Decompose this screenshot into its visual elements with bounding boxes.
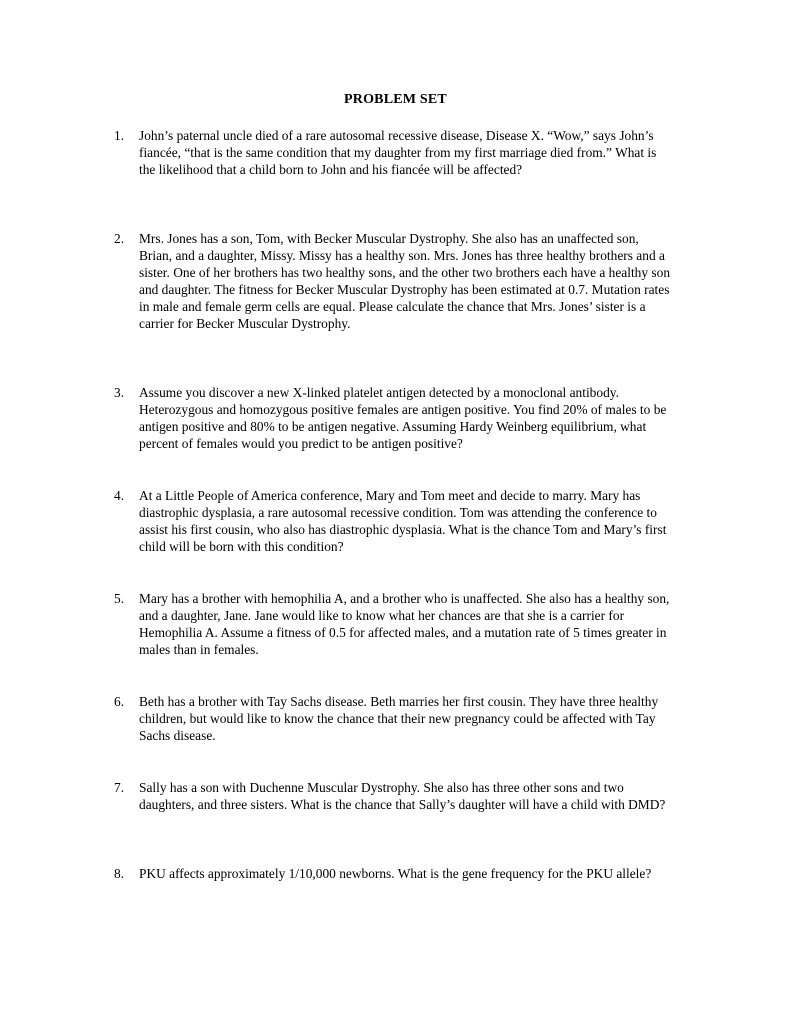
problem-text: Mrs. Jones has a son, Tom, with Becker Muscular Dystrophy. She also has an unaffected son, Brian, and a daughter, Missy. Missy has a healthy son. Mrs. Jones has three healthy brothers and a sister. One of her brothers has two healthy sons, and the other two brothers each have a healthy son and daughter. The fitness for Becker Muscular Dystrophy has been estimated at 0.7. Mutation rates in male and female germ cells are equal. Please calculate the chance that Mrs. Jones’ sister is a carrier for Becker Muscular Dystrophy. [139,231,671,331]
problem-text: Mary has a brother with hemophilia A, and a brother who is unaffected. She also has a healthy son, and a daughter, Jane. Jane would like to know what her chances are that she is a carrier for Hemophilia A. Assume a fitness of 0.5 for affected males, and a mutation rate of 5 times greater in males than in females. [139,591,670,657]
problem-1 [114,127,674,178]
problem-7 [114,779,674,813]
problem-4 [114,487,674,555]
problem-number: 3. [114,385,125,400]
problem-number: 8. [114,866,125,881]
problem-text: Sally has a son with Duchenne Muscular Dystrophy. She also has three other sons and two daughters, and three sisters. What is the chance that Sally’s daughter will have a child with DMD? [139,780,666,812]
problem-text: Assume you discover a new X-linked platelet antigen detected by a monoclonal antibody. Heterozygous and homozygous positive females are antigen positive. You find 20% of males to be antigen positive and 80% to be antigen negative. Assuming Hardy Weinberg equilibrium, what percent of females would you predict to be antigen positive? [139,385,667,451]
problem-number: 7. [114,780,125,795]
problem-6 [114,693,674,744]
problem-number: 1. [114,128,125,143]
problem-number: 4. [114,488,125,503]
problem-8 [114,865,674,882]
problem-number: 5. [114,591,125,606]
problem-number: 2. [114,231,125,246]
problem-text: John’s paternal uncle died of a rare autosomal recessive disease, Disease X. “Wow,” says John’s fiancée, “that is the same condition that my daughter from my first marriage died from.” What is the likelihood that a child born to John and his fiancée will be affected? [139,128,657,177]
problem-number: 6. [114,694,125,709]
problem-3 [114,384,674,452]
problem-text: Beth has a brother with Tay Sachs disease. Beth marries her first cousin. They have three healthy children, but would like to know the chance that their new pregnancy could be affected with Tay Sachs disease. [139,694,659,743]
problem-5 [114,590,674,658]
problem-2 [114,230,674,332]
problem-text: PKU affects approximately 1/10,000 newborns. What is the gene frequency for the PKU allele? [139,866,652,881]
problem-text: At a Little People of America conference, Mary and Tom meet and decide to marry. Mary has diastrophic dysplasia, a rare autosomal recessive condition. Tom was attending the conference to assist his first cousin, who also has diastrophic dysplasia. What is the chance Tom and Mary’s first child will be born with this condition? [139,488,667,554]
page-title: PROBLEM SET [344,92,447,107]
